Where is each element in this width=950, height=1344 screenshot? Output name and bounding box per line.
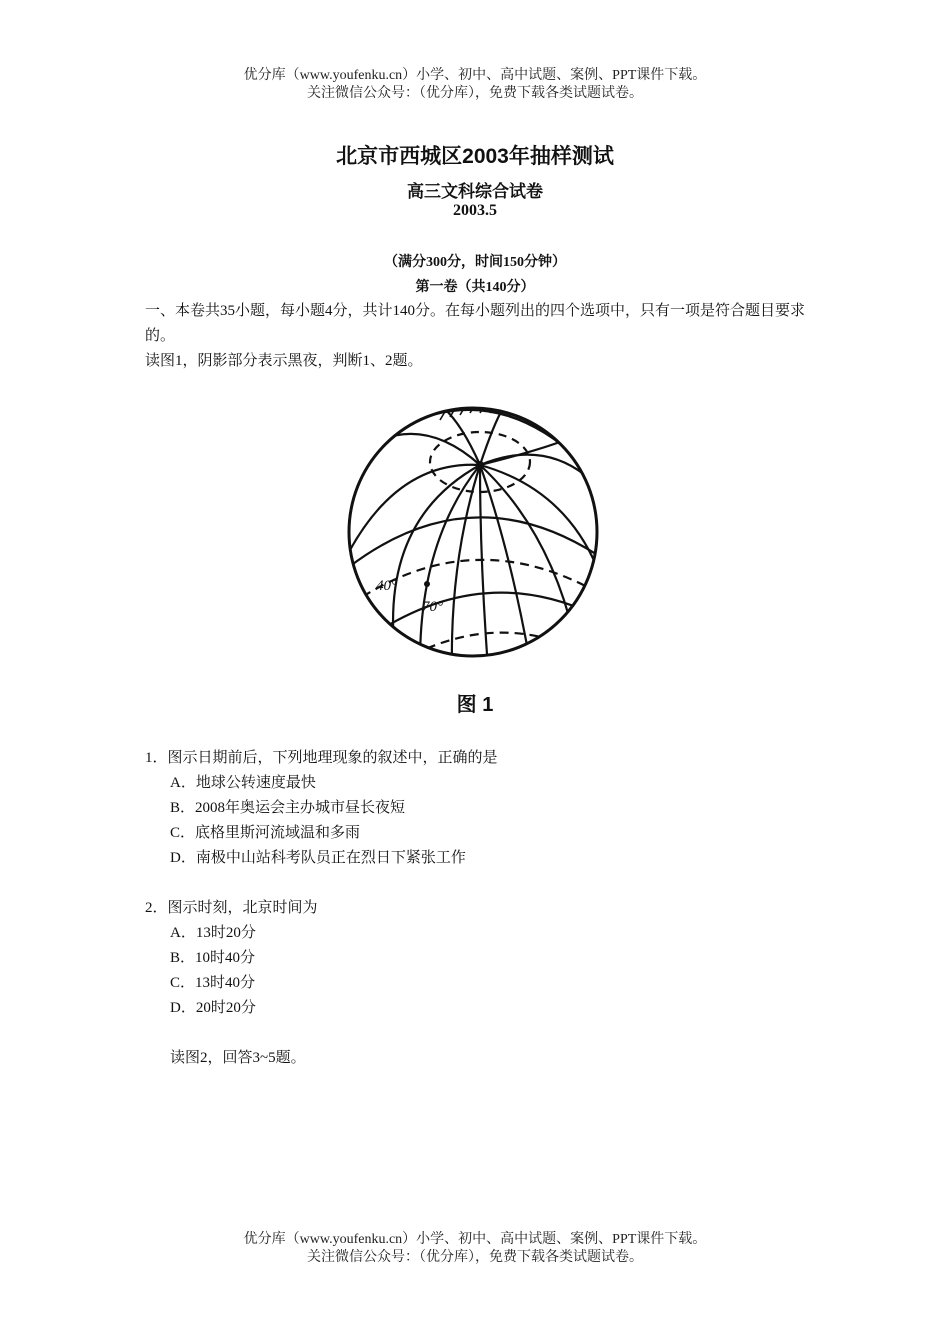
point-marker [424, 581, 430, 587]
document-subtitle: 高三文科综合试卷 [407, 182, 543, 201]
question-1-option-c: C．底格里斯河流域温和多雨 [170, 825, 361, 841]
question-2-option-d: D．20时20分 [170, 1000, 256, 1016]
figure-intro: 读图1，阴影部分表示黑夜，判断1、2题。 [145, 353, 423, 369]
question-2-option-b: B．10时40分 [170, 950, 256, 966]
section-title: 第一卷（共140分） [415, 280, 535, 295]
question-1-stem: 1．图示日期前后，下列地理现象的叙述中，正确的是 [145, 750, 498, 766]
question-2-option-c: C．13时40分 [170, 975, 256, 991]
next-figure-intro: 读图2，回答3~5题。 [170, 1050, 306, 1066]
night-shading [435, 403, 582, 460]
header-line-2: 关注微信公众号：（优分库），免费下载各类试题试卷。 [307, 86, 643, 101]
page-footer [0, 1231, 950, 1267]
instructions: 一、本卷共35小题，每小题4分，共计140分。在每小题列出的四个选项中，只有一项是符合题目要求的。 [145, 303, 806, 344]
north-pole-point [476, 461, 484, 469]
question-1-option-b: B．2008年奥运会主办城市昼长夜短 [170, 800, 406, 816]
globe-figure [340, 400, 610, 665]
header-line-1: 优分库（www.youfenku.cn）小学、初中、高中试题、案例、PPT课件下载。 [243, 68, 707, 83]
label-70: 70° [422, 599, 443, 615]
footer-line-1: 优分库（www.youfenku.cn）小学、初中、高中试题、案例、PPT课件下载。 [243, 1232, 707, 1247]
question-2-stem: 2．图示时刻，北京时间为 [145, 900, 318, 916]
document-date: 2003.5 [453, 202, 497, 219]
meridians [350, 405, 602, 665]
scoring-info: （满分300分，时间150分钟） [384, 255, 566, 270]
globe-outline [349, 408, 597, 656]
question-1-option-d: D．南极中山站科考队员正在烈日下紧张工作 [170, 850, 466, 866]
label-40: 40° [376, 578, 397, 594]
document-title: 北京市西城区2003年抽样测试 [336, 145, 614, 168]
question-2-option-a: A．13时20分 [170, 925, 256, 941]
figure-caption: 图 1 [456, 694, 494, 716]
page-header [0, 67, 950, 103]
footer-line-2: 关注微信公众号：（优分库），免费下载各类试题试卷。 [307, 1250, 643, 1265]
question-1-option-a: A．地球公转速度最快 [170, 775, 316, 791]
